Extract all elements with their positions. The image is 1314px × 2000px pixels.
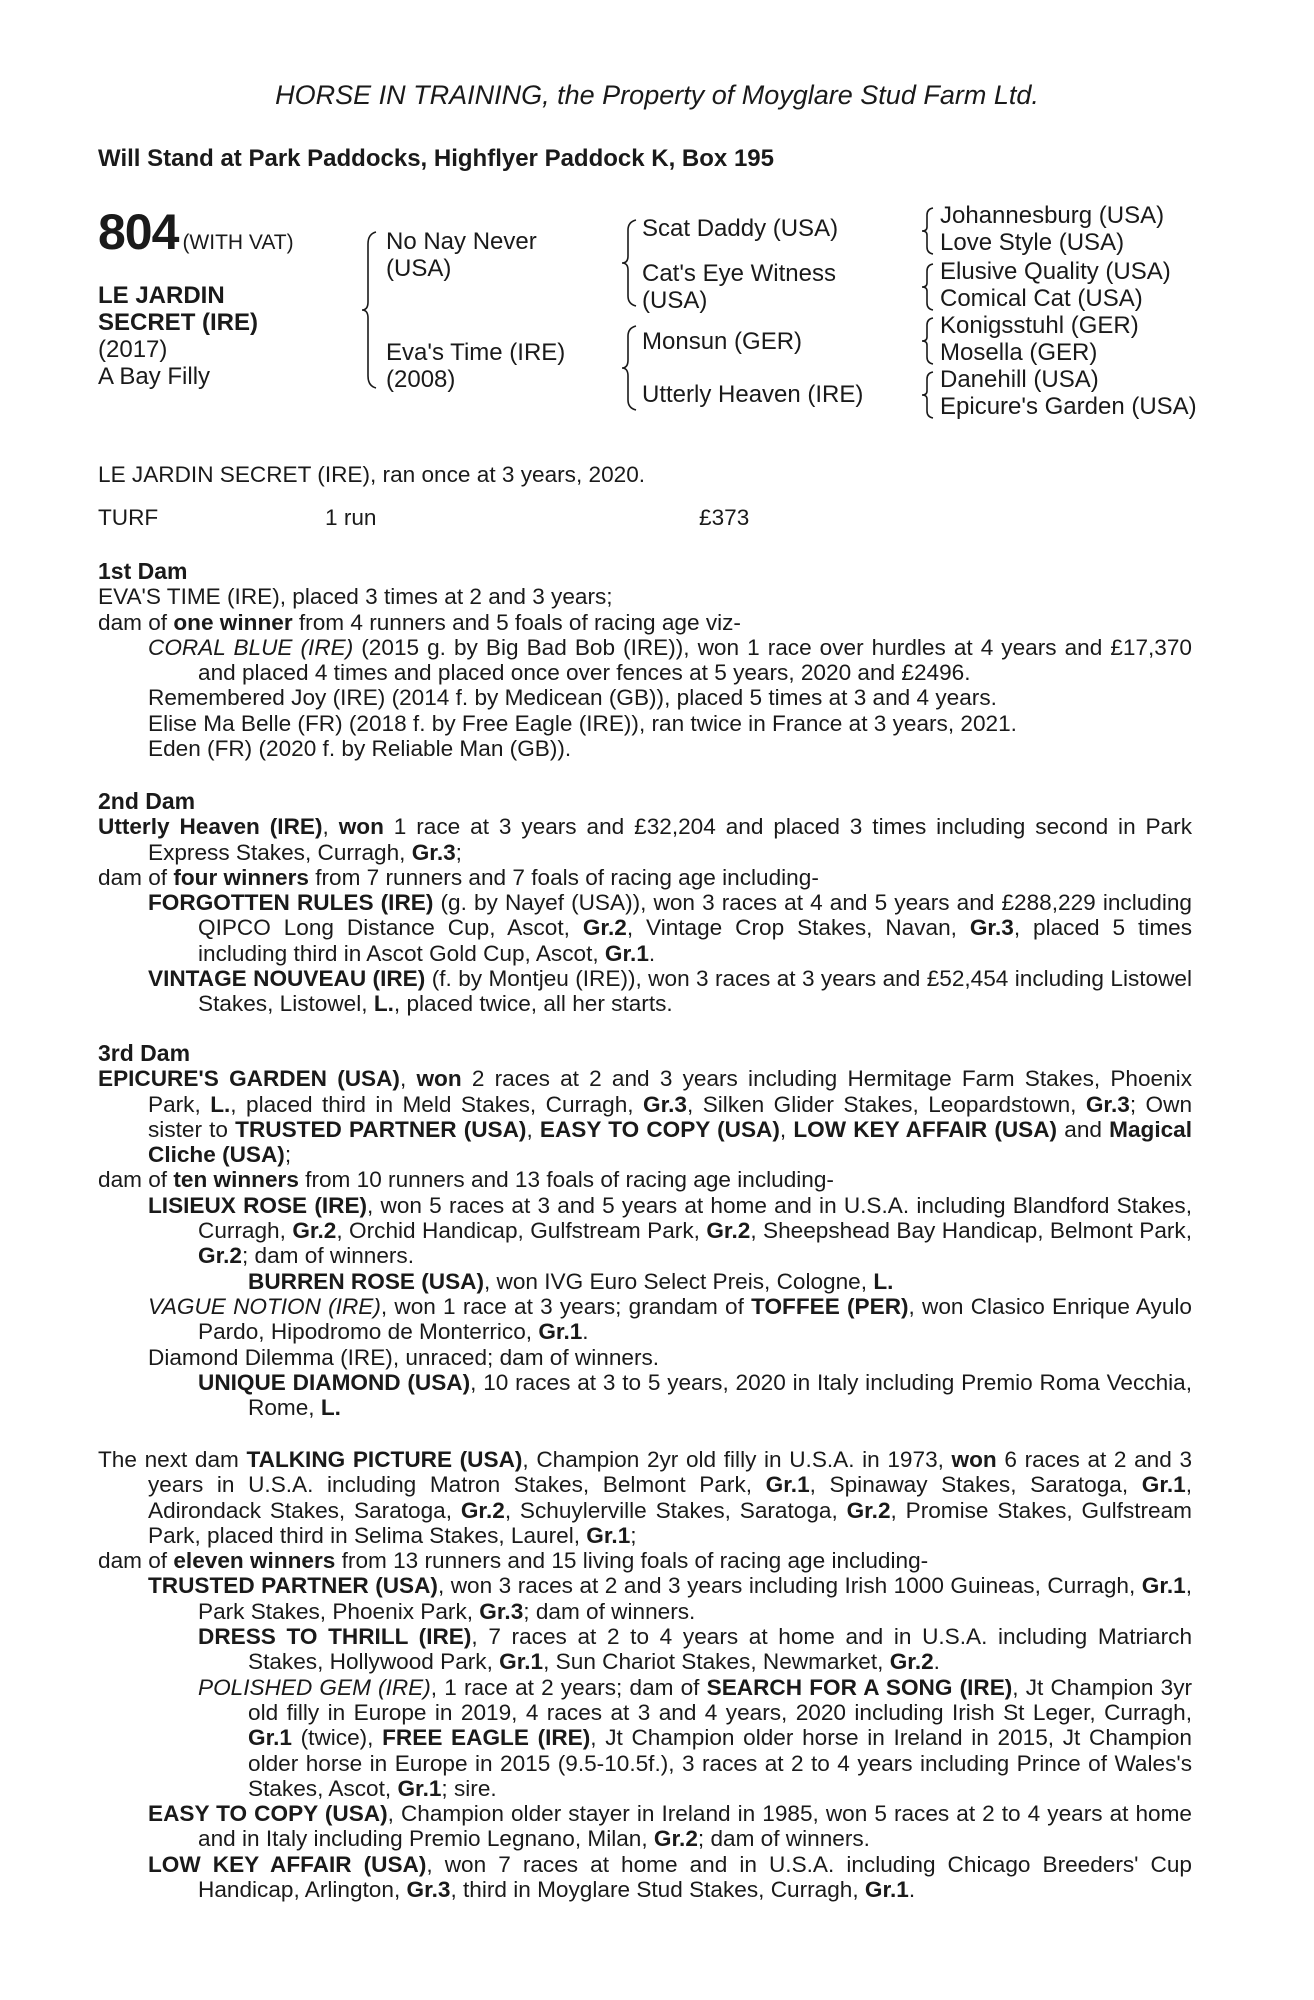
pedigree-gen3-sds: Elusive Quality (USA) <box>940 258 1171 285</box>
dam-produce-line: dam of four winners from 7 runners and 7 foals of racing age including- <box>98 864 819 890</box>
pedigree-brace-ss <box>920 206 936 256</box>
first-dam-section <box>98 559 1192 761</box>
record-earnings: £373 <box>699 505 750 531</box>
pedigree-brace-sd <box>920 262 936 312</box>
pedigree-gen3-sss: Johannesburg (USA) <box>940 202 1165 229</box>
horse-name-line1: LE JARDIN <box>98 282 225 309</box>
pedigree-gen3-dds: Danehill (USA) <box>940 366 1099 393</box>
record-surface: TURF <box>98 505 159 531</box>
produce-entry: Diamond Dilemma (IRE), unraced; dam of winners. <box>148 1344 660 1370</box>
dam-line: The next dam TALKING PICTURE (USA), Champion 2yr old filly in U.S.A. in 1973, won 6 races at 2 and 3 years in U.S.A. including Matron Stakes, Belmont Park, Gr.1, Spinaway Stakes, Saratoga, Gr.1, Adirondack Stakes, Saratoga, Gr.2, Schuylerville Stakes, Saratoga, Gr.2, Promise Stakes, Gulfstream Park, placed third in Selima Stakes, Laurel, Gr.1; <box>98 1447 1193 1548</box>
next-dam-section <box>98 1447 1192 1902</box>
produce-entry: CORAL BLUE (IRE) (2015 g. by Big Bad Bob (IRE)), won 1 race over hurdles at 4 years and £17,370 and placed 4 times and placed once over fences at 5 years, 2020 and £2496. <box>148 634 1192 686</box>
pedigree-dam-sire: Monsun (GER) <box>642 328 803 355</box>
section-heading: 3rd Dam <box>98 1040 191 1066</box>
section-heading: 2nd Dam <box>98 788 196 814</box>
produce-entry: LISIEUX ROSE (IRE), won 5 races at 3 and 5 years at home and in U.S.A. including Blandford Stakes, Curragh, Gr.2, Orchid Handicap, Gulfstream Park, Gr.2, Sheepshead Bay Handicap, Belmont Park, Gr.2; dam of winners. <box>148 1192 1193 1269</box>
section-heading: 1st Dam <box>98 558 188 584</box>
pedigree-gen3-dss: Konigsstuhl (GER) <box>940 312 1139 339</box>
dam-produce-line: dam of eleven winners from 13 runners and 15 living foals of racing age including- <box>98 1548 929 1574</box>
pedigree-dam-dam: Utterly Heaven (IRE) <box>642 381 864 408</box>
lot-number-block <box>98 203 294 261</box>
pedigree-gen3-sdd: Comical Cat (USA) <box>940 285 1143 312</box>
lot-number: 804 <box>98 204 179 260</box>
produce-entry: EASY TO COPY (USA), Champion older stayer in Ireland in 1985, won 5 races at 2 to 4 years at home and in Italy including Premio Legnano, Milan, Gr.2; dam of winners. <box>148 1801 1192 1852</box>
produce-entry: BURREN ROSE (USA), won IVG Euro Select Preis, Cologne, L. <box>248 1268 894 1294</box>
produce-entry: DRESS TO THRILL (IRE), 7 races at 2 to 4 years at home and in U.S.A. including Matriarch Stakes, Hollywood Park, Gr.1, Sun Chariot Stakes, Newmarket, Gr.2. <box>198 1624 1193 1675</box>
produce-entry: VAGUE NOTION (IRE), won 1 race at 3 years; grandam of TOFFEE (PER), won Clasico Enrique Ayulo Pardo, Hipodromo de Monterrico, Gr.1. <box>148 1293 1192 1345</box>
pedigree-brace-sire <box>620 218 640 308</box>
horse-name-line2: SECRET (IRE) <box>98 309 259 336</box>
page-title: HORSE IN TRAINING, the Property of Moyglare Stud Farm Ltd. <box>275 80 1039 110</box>
vat-note: (WITH VAT) <box>182 231 294 254</box>
dam-line: EVA'S TIME (IRE), placed 3 times at 2 and 3 years; <box>98 584 613 610</box>
pedigree-brace-ds <box>920 316 936 366</box>
produce-entry: VINTAGE NOUVEAU (IRE) (f. by Montjeu (IRE)), won 3 races at 3 years and £52,454 including Listowel Stakes, Listowel, L., placed twice, all her starts. <box>148 966 1193 1017</box>
pedigree-brace-dam <box>620 324 640 412</box>
pedigree-gen3-ddd: Epicure's Garden (USA) <box>940 393 1197 420</box>
produce-entry: UNIQUE DIAMOND (USA), 10 races at 3 to 5 years, 2020 in Italy including Premio Roma Vecchia, Rome, L. <box>198 1369 1192 1421</box>
dam-produce-line: dam of ten winners from 10 runners and 13 foals of racing age including- <box>98 1167 834 1193</box>
pedigree-sire: No Nay Never (USA) <box>386 228 537 282</box>
pedigree-dam: Eva's Time (IRE) (2008) <box>386 339 566 393</box>
third-dam-section <box>98 1041 1192 1420</box>
pedigree-sire-sire: Scat Daddy (USA) <box>642 215 839 242</box>
produce-entry: Remembered Joy (IRE) (2014 f. by Medicean (GB)), placed 5 times at 3 and 4 years. <box>148 685 997 711</box>
horse-description: A Bay Filly <box>98 363 211 390</box>
record-runs: 1 run <box>325 505 377 531</box>
pedigree-gen3-dsd: Mosella (GER) <box>940 339 1098 366</box>
pedigree-brace-dd <box>920 370 936 420</box>
dam-line: Utterly Heaven (IRE), won 1 race at 3 years and £32,204 and placed 3 times including second in Park Express Stakes, Curragh, Gr.3; <box>98 814 1192 865</box>
pedigree-sire-dam: Cat's Eye Witness (USA) <box>642 260 836 314</box>
produce-entry: POLISHED GEM (IRE), 1 race at 2 years; dam of SEARCH FOR A SONG (IRE), Jt Champion 3yr old filly in Europe in 2019, 4 races at 3 and 4 years, 2020 including Irish St Leger, Curragh, Gr.1 (twice), FREE EAGLE (IRE), Jt Champion older horse in Ireland in 2015, Jt Champion older horse in Europe in 2015 (9.5-10.5f.), 3 races at 2 to 4 years including Prince of Wales's Stakes, Ascot, Gr.1; sire. <box>198 1674 1193 1801</box>
produce-entry: FORGOTTEN RULES (IRE) (g. by Nayef (USA)), won 3 races at 4 and 5 years and £288,229 including QIPCO Long Distance Cup, Ascot, Gr.2, Vintage Crop Stakes, Navan, Gr.3, placed 5 times including third in Ascot Gold Cup, Ascot, Gr.1. <box>148 890 1193 966</box>
horse-year: (2017) <box>98 336 168 363</box>
pedigree-gen3-ssd: Love Style (USA) <box>940 229 1125 256</box>
dam-produce-line: dam of one winner from 4 runners and 5 foals of racing age viz- <box>98 609 741 635</box>
produce-entry: TRUSTED PARTNER (USA), won 3 races at 2 and 3 years including Irish 1000 Guineas, Curragh, Gr.1, Park Stakes, Phoenix Park, Gr.3; dam of winners. <box>148 1573 1192 1624</box>
produce-entry: Elise Ma Belle (FR) (2018 f. by Free Eagle (IRE)), ran twice in France at 3 years, 2021. <box>148 710 1017 736</box>
produce-entry: Eden (FR) (2020 f. by Reliable Man (GB)). <box>148 736 572 762</box>
stand-location: Will Stand at Park Paddocks, Highflyer Paddock K, Box 195 <box>98 145 774 172</box>
race-record-block <box>98 462 1192 531</box>
horse-identity <box>98 282 258 390</box>
produce-entry: LOW KEY AFFAIR (USA), won 7 races at home and in U.S.A. including Chicago Breeders' Cup Handicap, Arlington, Gr.3, third in Moyglare Stud Stakes, Curragh, Gr.1. <box>148 1851 1192 1903</box>
second-dam-section <box>98 789 1192 1017</box>
record-row <box>98 505 1192 531</box>
pedigree-brace-gen1 <box>360 230 380 390</box>
dam-line: EPICURE'S GARDEN (USA), won 2 races at 2 and 3 years including Hermitage Farm Stakes, Phoenix Park, L., placed third in Meld Stakes, Curragh, Gr.3, Silken Glider Stakes, Leopardstown, Gr.3; Own sister to TRUSTED PARTNER (USA), EASY TO COPY (USA), LOW KEY AFFAIR (USA) and Magical Cliche (USA); <box>98 1066 1193 1168</box>
race-summary: LE JARDIN SECRET (IRE), ran once at 3 years, 2020. <box>98 462 646 487</box>
